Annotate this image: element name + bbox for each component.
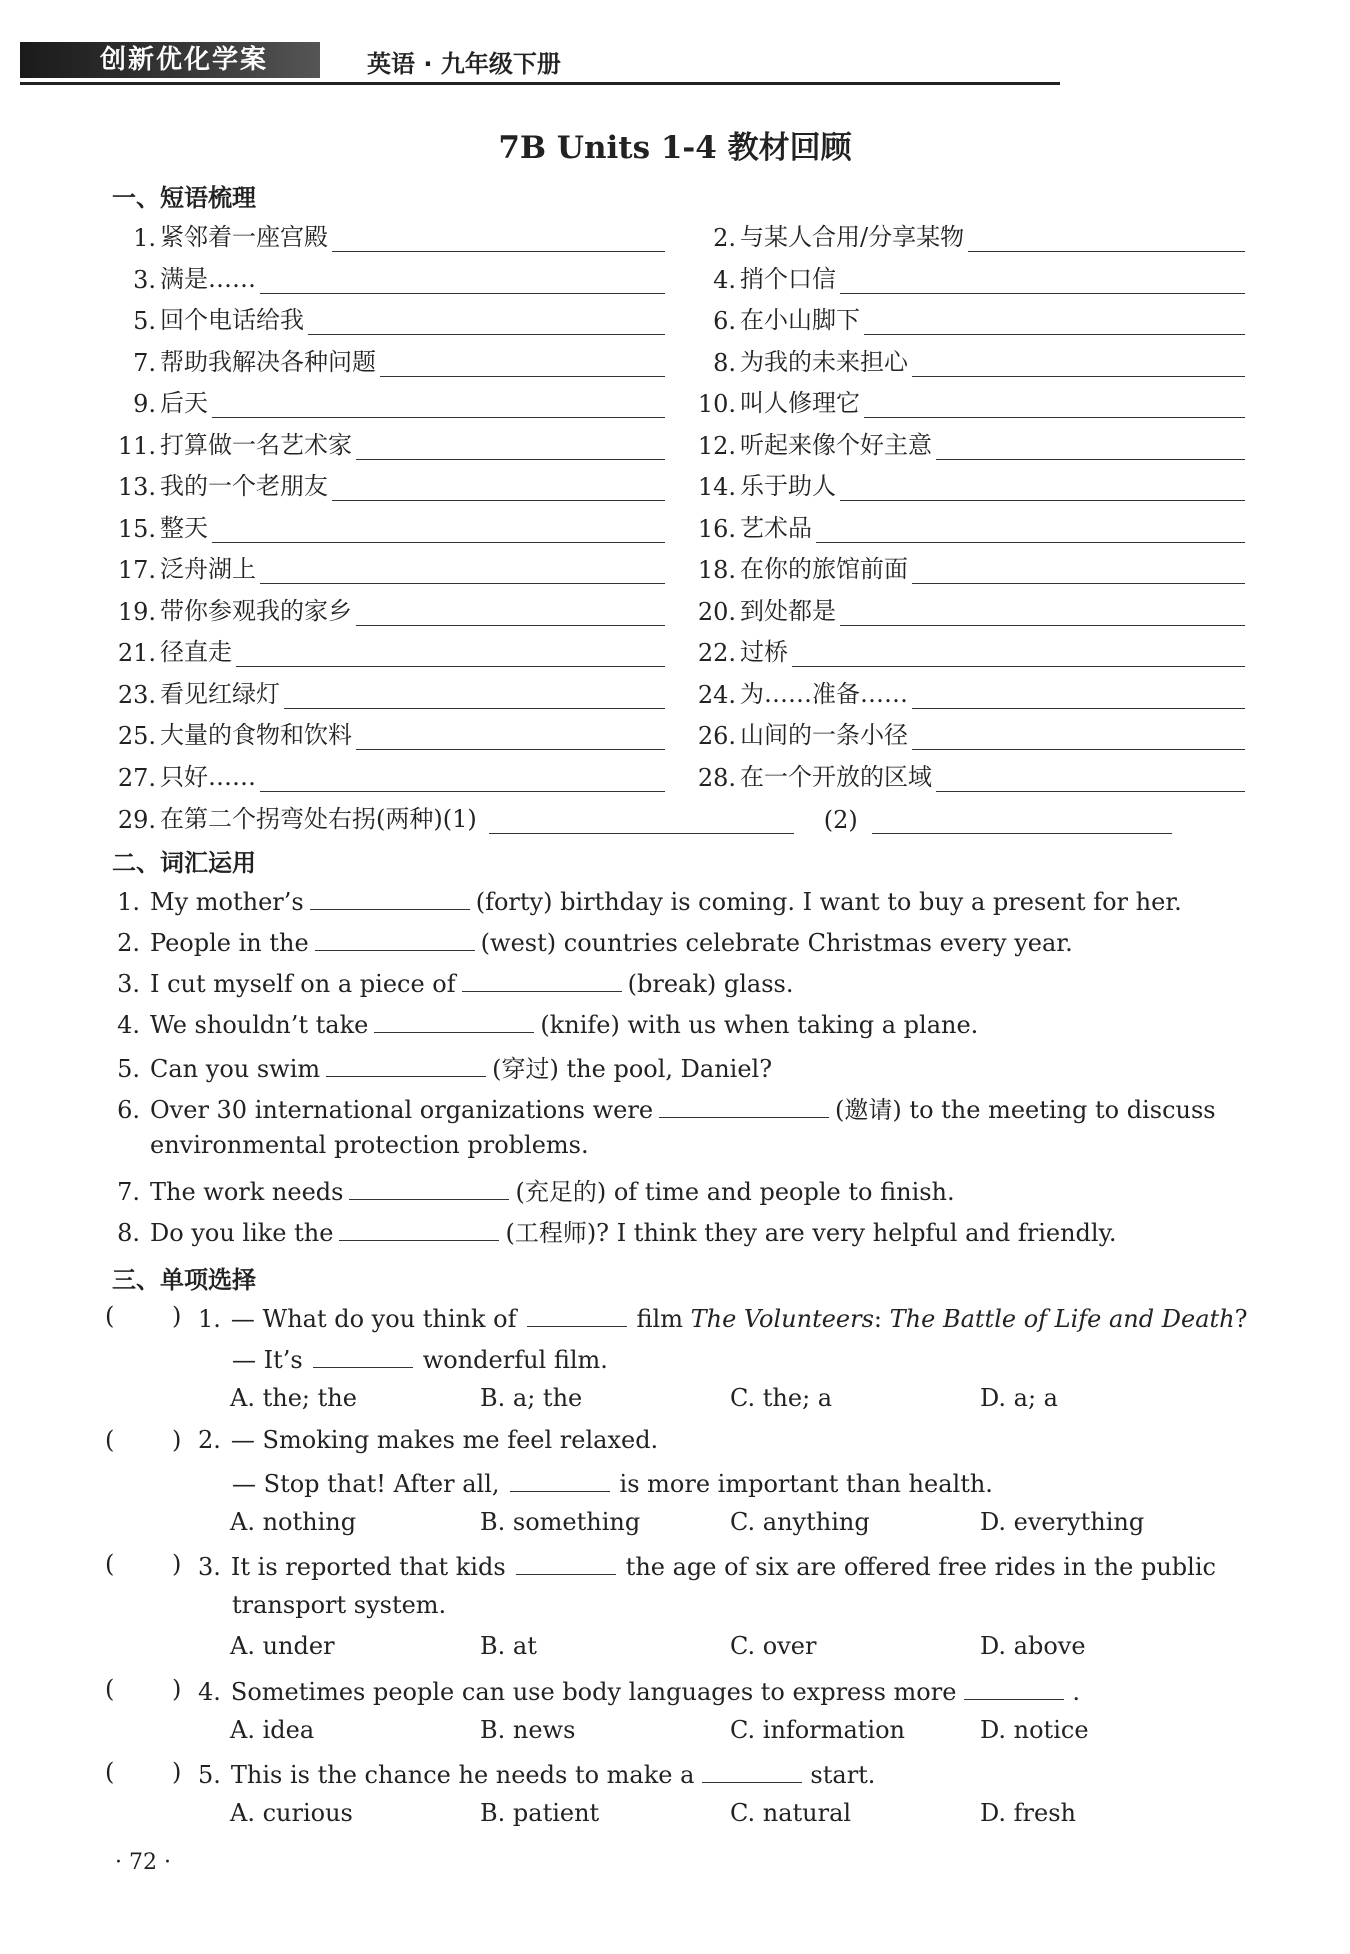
answer-blank[interactable] [236, 640, 665, 667]
sentence-end: with us when taking a plane. [627, 1011, 979, 1039]
phrase-number: 15. [117, 514, 156, 543]
option-a[interactable]: A. idea [230, 1716, 315, 1744]
phrase-item [110, 550, 665, 584]
option-b[interactable]: B. news [480, 1716, 576, 1744]
item-number: 7. [117, 1178, 140, 1206]
phrase-text: 径直走 [160, 638, 232, 666]
phrase-number: 14. [697, 473, 736, 501]
phrase-text: 打算做一名艺术家 [160, 430, 352, 459]
question-text: It is reported that kids [230, 1553, 506, 1581]
page-header [20, 42, 1060, 82]
answer-blank[interactable] [310, 885, 470, 910]
question-line [198, 1550, 1216, 1581]
sentence-end: birthday is coming. I want to buy a present for her. [560, 888, 1182, 916]
phrase-text: 泛舟湖上 [160, 555, 256, 583]
question-text: — Smoking makes me feel relaxed. [230, 1426, 659, 1454]
answer-blank[interactable] [356, 723, 665, 750]
sentence-start: I cut myself on a piece of [150, 970, 456, 998]
answer-blank[interactable] [527, 1302, 627, 1327]
phrase-item [690, 550, 1245, 584]
option-d[interactable]: D. a; a [980, 1384, 1058, 1412]
phrase-number: 19. [117, 597, 156, 626]
answer-blank[interactable] [864, 391, 1245, 418]
phrase-item [110, 301, 665, 335]
option-a[interactable]: A. the; the [230, 1384, 357, 1412]
question-text: This is the chance he needs to make a [230, 1761, 695, 1789]
phrase-item [110, 716, 665, 750]
phrase-text: 乐于助人 [740, 472, 836, 500]
question-text: wonderful film. [422, 1346, 608, 1374]
phrase-text: 与某人合用/分享某物 [740, 223, 965, 251]
option-b[interactable]: B. something [480, 1508, 641, 1536]
question-line [198, 1758, 875, 1789]
phrase-text: 在第二个拐弯处右拐(两种)(1) [160, 805, 477, 833]
answer-blank[interactable] [659, 1093, 829, 1118]
answer-blank[interactable] [912, 350, 1245, 377]
word-hint: (充足的) [515, 1178, 607, 1206]
page-title: 7B Units 1-4 教材回顾 [498, 130, 852, 166]
phrase-number: 16. [697, 514, 736, 543]
phrase-number: 1. [133, 224, 156, 252]
option-d[interactable]: D. fresh [980, 1799, 1076, 1827]
answer-blank[interactable] [374, 1008, 534, 1033]
phrase-number: 24. [697, 680, 736, 709]
answer-blank[interactable] [332, 474, 665, 501]
answer-slot[interactable] [120, 1302, 170, 1332]
answer-blank[interactable] [516, 1550, 616, 1575]
answer-blank[interactable] [840, 599, 1245, 626]
question-number: 3. [198, 1553, 221, 1581]
phrase-number: 5. [133, 307, 156, 335]
phrase-item [690, 758, 1245, 792]
option-b[interactable]: B. patient [480, 1799, 600, 1827]
question-text: start. [810, 1761, 876, 1789]
answer-blank[interactable] [872, 807, 1172, 834]
phrase-item [690, 343, 1245, 377]
sentence-end: countries celebrate Christmas every year. [563, 929, 1073, 957]
question-text: is more important than health. [619, 1470, 993, 1498]
answer-paren-open: ( [105, 1758, 115, 1786]
sentence-end: the pool, Daniel? [566, 1055, 773, 1083]
answer-blank[interactable] [912, 682, 1245, 709]
answer-paren-close: ) [172, 1758, 182, 1786]
phrase-text: 帮助我解决各种问题 [160, 347, 376, 376]
phrase-item [110, 633, 665, 667]
phrase-text: 整天 [160, 513, 208, 542]
answer-blank[interactable] [792, 640, 1245, 667]
phrase-item [110, 426, 665, 460]
phrase-text: 到处都是 [740, 596, 836, 625]
phrase-item-29 [110, 800, 1245, 834]
item-number: 6. [117, 1096, 140, 1124]
phrase-number: 28. [697, 763, 736, 792]
phrase-text: 为……准备…… [740, 679, 908, 708]
punctuation: ? [1234, 1305, 1248, 1333]
phrase-item [690, 633, 1245, 667]
phrase-item [690, 467, 1245, 501]
option-a[interactable]: A. curious [230, 1799, 353, 1827]
phrase-number: 29. [117, 806, 156, 834]
film-subtitle: The Battle of Life and Death [889, 1305, 1235, 1333]
phrase-text: 在小山脚下 [740, 306, 860, 334]
option-d[interactable]: D. everything [980, 1508, 1145, 1536]
phrase-number: 17. [117, 556, 156, 584]
phrase-text: 后天 [160, 389, 208, 417]
question-number: 2. [198, 1426, 221, 1454]
sentence-start: Can you swim [150, 1055, 321, 1083]
question-line [198, 1426, 658, 1454]
question-number: 1. [198, 1305, 221, 1333]
option-c[interactable]: C. information [730, 1716, 905, 1744]
phrase-number: 27. [117, 763, 156, 792]
answer-blank[interactable] [326, 1052, 486, 1077]
answer-blank[interactable] [349, 1175, 509, 1200]
answer-blank[interactable] [936, 765, 1245, 792]
phrase-item [110, 758, 665, 792]
series-banner: 创新优化学案 [20, 42, 320, 78]
word-hint: (forty) [475, 888, 553, 916]
section-heading-vocab: 二、词汇运用 [112, 849, 256, 877]
phrase-item [690, 716, 1245, 750]
phrase-item [690, 509, 1245, 543]
item-number: 3. [117, 970, 140, 998]
phrase-number: 22. [697, 639, 736, 667]
phrase-text-2: (2) [823, 806, 858, 834]
phrase-item [690, 426, 1245, 460]
vocab-item [112, 926, 1073, 957]
item-number: 8. [117, 1219, 140, 1247]
answer-blank[interactable] [284, 682, 665, 709]
phrase-number: 6. [713, 307, 736, 335]
word-hint: (knife) [540, 1011, 620, 1039]
answer-blank[interactable] [380, 350, 665, 377]
phrase-number: 21. [117, 639, 156, 667]
item-number: 1. [117, 888, 140, 916]
question-line: transport system. [232, 1591, 447, 1619]
question-line [232, 1343, 608, 1374]
phrase-text: 满是…… [160, 264, 256, 293]
question-number: 5. [198, 1761, 221, 1789]
phrase-item [110, 218, 665, 252]
answer-blank[interactable] [816, 516, 1245, 543]
answer-paren-close: ) [172, 1302, 182, 1330]
phrase-item [690, 218, 1245, 252]
option-c[interactable]: C. natural [730, 1799, 852, 1827]
answer-blank[interactable] [864, 308, 1245, 335]
phrase-number: 11. [117, 431, 156, 460]
word-hint: (穿过) [492, 1055, 559, 1083]
phrase-number: 3. [133, 265, 156, 294]
sentence-end: I think they are very helpful and friendly. [616, 1219, 1117, 1247]
option-d[interactable]: D. above [980, 1632, 1086, 1660]
answer-slot[interactable] [120, 1675, 170, 1705]
answer-blank[interactable] [356, 599, 665, 626]
word-hint: (break) [627, 970, 717, 998]
vocab-item [112, 1049, 772, 1084]
sentence-start: Do you like the [150, 1219, 334, 1247]
phrase-item [690, 384, 1245, 418]
answer-blank[interactable] [489, 807, 794, 834]
section-heading-phrases: 一、短语梳理 [112, 184, 256, 212]
answer-paren-close: ) [172, 1675, 182, 1703]
question-line [198, 1302, 1247, 1333]
option-a[interactable]: A. nothing [230, 1508, 357, 1536]
section-heading-choice: 三、单项选择 [112, 1266, 256, 1294]
question-text: . [1072, 1678, 1081, 1706]
vocab-item [112, 967, 794, 998]
answer-blank[interactable] [964, 1675, 1064, 1700]
phrase-text: 听起来像个好主意 [740, 430, 932, 459]
answer-blank[interactable] [308, 308, 665, 335]
phrase-number: 12. [697, 431, 736, 460]
phrase-item [110, 509, 665, 543]
sentence-start: People in the [150, 929, 309, 957]
sentence-start: The work needs [150, 1178, 344, 1206]
phrase-item [690, 260, 1245, 294]
phrase-text: 叫人修理它 [740, 389, 860, 417]
answer-blank[interactable] [840, 474, 1245, 501]
phrase-item [110, 343, 665, 377]
sentence-end: glass. [723, 970, 794, 998]
answer-blank[interactable] [313, 1343, 413, 1368]
answer-blank[interactable] [912, 723, 1245, 750]
question-text: — Stop that! After all, [232, 1470, 500, 1498]
page-number: · 72 · [115, 1850, 171, 1875]
phrase-number: 26. [697, 722, 736, 750]
sentence-start: Over 30 international organizations were [150, 1096, 654, 1124]
answer-blank[interactable] [260, 765, 665, 792]
question-text: — What do you think of [230, 1305, 517, 1333]
answer-blank[interactable] [332, 225, 665, 252]
answer-blank[interactable] [339, 1216, 499, 1241]
phrase-item [690, 592, 1245, 626]
sentence-end: of time and people to finish. [613, 1178, 955, 1206]
film-title: The Volunteers [690, 1305, 874, 1333]
item-number: 2. [117, 929, 140, 957]
phrase-number: 13. [117, 473, 156, 501]
option-c[interactable]: C. over [730, 1632, 817, 1660]
answer-blank[interactable] [936, 433, 1245, 460]
item-number: 5. [117, 1055, 140, 1083]
phrase-number: 18. [697, 556, 736, 584]
vocab-item-continuation: environmental protection problems. [150, 1131, 589, 1159]
option-a[interactable]: A. under [230, 1632, 335, 1660]
phrase-text: 大量的食物和饮料 [160, 721, 352, 749]
phrase-item [110, 675, 665, 709]
phrase-number: 20. [697, 597, 736, 626]
question-text: film [636, 1305, 683, 1333]
answer-blank[interactable] [968, 225, 1245, 252]
book-title: 英语 · 九年级下册 [367, 50, 561, 78]
phrase-text: 捎个口信 [740, 264, 836, 293]
option-c[interactable]: C. anything [730, 1508, 870, 1536]
question-line [198, 1675, 1080, 1706]
punctuation: : [873, 1305, 883, 1333]
vocab-item [112, 885, 1182, 916]
answer-blank[interactable] [212, 391, 665, 418]
question-text: Sometimes people can use body languages to express more [230, 1678, 957, 1706]
phrase-text: 我的一个老朋友 [160, 472, 328, 500]
question-text: — It’s [232, 1346, 303, 1374]
phrase-number: 25. [117, 722, 156, 750]
phrase-text: 看见红绿灯 [160, 679, 280, 708]
answer-blank[interactable] [212, 516, 665, 543]
word-hint: (west) [480, 929, 557, 957]
phrase-text: 艺术品 [740, 513, 812, 542]
phrase-number: 10. [697, 390, 736, 418]
item-number: 4. [117, 1011, 140, 1039]
answer-blank[interactable] [260, 557, 665, 584]
option-b[interactable]: B. a; the [480, 1384, 583, 1412]
answer-paren-open: ( [105, 1302, 115, 1330]
phrase-item [690, 675, 1245, 709]
question-number: 4. [198, 1678, 221, 1706]
answer-slot[interactable] [120, 1758, 170, 1788]
phrase-text: 为我的未来担心 [740, 347, 908, 376]
sentence-end: to the meeting to discuss [909, 1096, 1216, 1124]
answer-blank[interactable] [912, 557, 1245, 584]
answer-blank[interactable] [840, 267, 1245, 294]
answer-blank[interactable] [315, 926, 475, 951]
phrase-number: 23. [117, 680, 156, 709]
phrase-item [110, 592, 665, 626]
answer-paren-open: ( [105, 1675, 115, 1703]
phrase-text: 回个电话给我 [160, 306, 304, 334]
phrase-item [690, 301, 1245, 335]
phrase-text: 过桥 [740, 638, 788, 666]
phrase-number: 2. [713, 224, 736, 252]
phrase-text: 带你参观我的家乡 [160, 596, 352, 625]
answer-blank[interactable] [356, 433, 665, 460]
question-line [232, 1467, 993, 1498]
answer-paren-open: ( [105, 1426, 115, 1454]
option-d[interactable]: D. notice [980, 1716, 1089, 1744]
option-b[interactable]: B. at [480, 1632, 537, 1660]
phrase-text: 山间的一条小径 [740, 721, 908, 749]
vocab-item [112, 1008, 978, 1039]
answer-slot[interactable] [120, 1426, 170, 1456]
answer-paren-close: ) [172, 1426, 182, 1454]
answer-blank[interactable] [260, 267, 665, 294]
sentence-start: My mother’s [150, 888, 304, 916]
phrase-text: 紧邻着一座宫殿 [160, 223, 328, 251]
phrase-text: 在你的旅馆前面 [740, 555, 908, 583]
vocab-item [112, 1213, 1117, 1248]
answer-slot[interactable] [120, 1550, 170, 1580]
word-hint: (邀请) [835, 1096, 902, 1124]
vocab-item [112, 1172, 955, 1207]
sentence-start: We shouldn’t take [150, 1011, 369, 1039]
phrase-number: 7. [133, 348, 156, 377]
phrase-item [110, 384, 665, 418]
header-rule [20, 82, 1060, 85]
answer-blank[interactable] [702, 1758, 802, 1783]
phrase-item [110, 467, 665, 501]
answer-blank[interactable] [462, 967, 622, 992]
phrase-number: 8. [713, 348, 736, 377]
phrase-text: 只好…… [160, 762, 256, 791]
phrase-item [110, 260, 665, 294]
word-hint: (工程师)? [505, 1219, 610, 1247]
answer-blank[interactable] [510, 1467, 610, 1492]
question-text: the age of six are offered free rides in the public [625, 1553, 1216, 1581]
phrase-text: 在一个开放的区域 [740, 762, 932, 791]
vocab-item [112, 1090, 1216, 1125]
answer-paren-close: ) [172, 1550, 182, 1578]
phrase-number: 9. [133, 390, 156, 418]
phrase-number: 4. [713, 265, 736, 294]
option-c[interactable]: C. the; a [730, 1384, 833, 1412]
answer-paren-open: ( [105, 1550, 115, 1578]
